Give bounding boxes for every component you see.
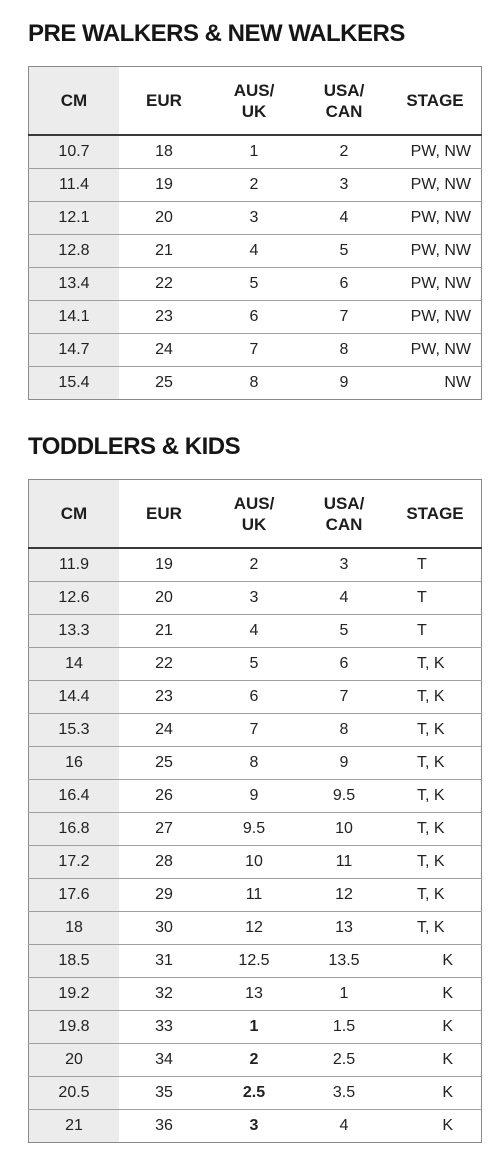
table-row bbox=[29, 978, 482, 1011]
cell-eur: 22 bbox=[119, 268, 209, 301]
table-row bbox=[29, 747, 482, 780]
cell-cm: 21 bbox=[29, 1110, 120, 1143]
cell-aus-uk: 9.5 bbox=[209, 813, 299, 846]
cell-cm: 11.9 bbox=[29, 548, 120, 582]
cell-usa-can: 1.5 bbox=[299, 1011, 389, 1044]
table-row bbox=[29, 879, 482, 912]
cell-cm: 19.2 bbox=[29, 978, 120, 1011]
table-row bbox=[29, 615, 482, 648]
cell-aus-uk: 2 bbox=[209, 169, 299, 202]
cell-cm: 14.4 bbox=[29, 681, 120, 714]
cell-usa-can: 6 bbox=[299, 648, 389, 681]
table-row bbox=[29, 945, 482, 978]
cell-aus-uk: 5 bbox=[209, 268, 299, 301]
cell-stage: PW, NW bbox=[389, 235, 482, 268]
cell-usa-can: 11 bbox=[299, 846, 389, 879]
cell-usa-can: 3 bbox=[299, 548, 389, 582]
cell-aus-uk: 13 bbox=[209, 978, 299, 1011]
table-row bbox=[29, 367, 482, 400]
cell-cm: 20.5 bbox=[29, 1077, 120, 1110]
cell-aus-uk: 5 bbox=[209, 648, 299, 681]
cell-aus-uk: 3 bbox=[209, 202, 299, 235]
cell-stage: PW, NW bbox=[389, 334, 482, 367]
cell-stage: T bbox=[389, 615, 482, 648]
cell-aus-uk: 4 bbox=[209, 235, 299, 268]
cell-aus-uk: 6 bbox=[209, 301, 299, 334]
cell-usa-can: 4 bbox=[299, 202, 389, 235]
cell-aus-uk: 12 bbox=[209, 912, 299, 945]
table-row bbox=[29, 1110, 482, 1143]
cell-eur: 25 bbox=[119, 747, 209, 780]
cell-stage: T, K bbox=[389, 714, 482, 747]
table-row bbox=[29, 912, 482, 945]
cell-stage: K bbox=[389, 978, 482, 1011]
cell-stage: NW bbox=[444, 374, 471, 391]
table-row bbox=[29, 235, 482, 268]
cell-eur: 19 bbox=[119, 548, 209, 582]
header-usa-can: USA/ CAN bbox=[299, 67, 389, 136]
header-stage: STAGE bbox=[389, 67, 482, 136]
header-cm: CM bbox=[29, 480, 120, 549]
cell-eur: 36 bbox=[155, 1117, 173, 1134]
table-header-row bbox=[29, 480, 482, 549]
cell-eur: 26 bbox=[119, 780, 209, 813]
cell-stage: K bbox=[389, 1077, 482, 1110]
cell-aus-uk: 12.5 bbox=[209, 945, 299, 978]
cell-usa-can: 7 bbox=[299, 301, 389, 334]
cell-usa-can: 6 bbox=[299, 268, 389, 301]
cell-eur: 31 bbox=[119, 945, 209, 978]
cell-stage: T, K bbox=[389, 747, 482, 780]
cell-usa-can: 5 bbox=[299, 615, 389, 648]
cell-usa-can: 5 bbox=[299, 235, 389, 268]
table-row bbox=[29, 1044, 482, 1077]
cell-usa-can: 3 bbox=[299, 169, 389, 202]
table-row bbox=[29, 846, 482, 879]
table-row bbox=[29, 548, 482, 582]
cell-cm: 16.8 bbox=[29, 813, 120, 846]
header-eur: EUR bbox=[119, 480, 209, 549]
table-row bbox=[29, 1011, 482, 1044]
cell-usa-can: 10 bbox=[299, 813, 389, 846]
cell-cm: 19.8 bbox=[29, 1011, 120, 1044]
header-eur: EUR bbox=[119, 67, 209, 136]
cell-usa-can: 8 bbox=[299, 714, 389, 747]
cell-cm: 15.3 bbox=[29, 714, 120, 747]
cell-stage: PW, NW bbox=[389, 169, 482, 202]
cell-stage: T, K bbox=[389, 813, 482, 846]
table-row bbox=[29, 681, 482, 714]
cell-usa-can: 12 bbox=[299, 879, 389, 912]
cell-cm: 16.4 bbox=[29, 780, 120, 813]
cell-stage: PW, NW bbox=[389, 301, 482, 334]
cell-cm: 17.6 bbox=[29, 879, 120, 912]
cell-aus-uk: 3 bbox=[209, 582, 299, 615]
table-row bbox=[29, 582, 482, 615]
toddlers-kids-title: TODDLERS & KIDS bbox=[28, 433, 241, 460]
cell-usa-can: 8 bbox=[299, 334, 389, 367]
cell-aus-uk: 2 bbox=[209, 548, 299, 582]
table-row bbox=[29, 813, 482, 846]
table-row bbox=[29, 135, 482, 169]
table-row bbox=[29, 301, 482, 334]
pre-walkers-size-table bbox=[28, 66, 482, 400]
cell-cm: 14.7 bbox=[29, 334, 120, 367]
cell-stage: T, K bbox=[389, 846, 482, 879]
cell-aus-uk: 4 bbox=[209, 615, 299, 648]
cell-eur: 35 bbox=[119, 1077, 209, 1110]
cell-eur: 20 bbox=[119, 582, 209, 615]
cell-usa-can: 4 bbox=[299, 582, 389, 615]
header-aus-uk: AUS/ UK bbox=[209, 480, 299, 549]
cell-stage: K bbox=[389, 1044, 482, 1077]
cell-cm: 14.1 bbox=[29, 301, 120, 334]
cell-stage: K bbox=[442, 1117, 453, 1134]
cell-eur: 24 bbox=[119, 334, 209, 367]
cell-cm: 17.2 bbox=[29, 846, 120, 879]
cell-cm: 11.4 bbox=[29, 169, 120, 202]
cell-stage: K bbox=[389, 1011, 482, 1044]
cell-aus-uk: 7 bbox=[209, 334, 299, 367]
cell-eur: 29 bbox=[119, 879, 209, 912]
cell-aus-uk: 9 bbox=[209, 780, 299, 813]
cell-usa-can: 3.5 bbox=[299, 1077, 389, 1110]
cell-aus-uk: 3 bbox=[249, 1117, 259, 1134]
header-usa-can: USA/ CAN bbox=[299, 480, 389, 549]
table-row bbox=[29, 334, 482, 367]
cell-eur: 22 bbox=[119, 648, 209, 681]
cell-eur: 34 bbox=[119, 1044, 209, 1077]
cell-eur: 32 bbox=[119, 978, 209, 1011]
cell-usa-can: 13.5 bbox=[299, 945, 389, 978]
cell-aus-uk: 8 bbox=[249, 374, 259, 391]
cell-aus-uk: 6 bbox=[209, 681, 299, 714]
pre-walkers-table-body bbox=[29, 135, 482, 400]
table-row bbox=[29, 1077, 482, 1110]
cell-stage: T bbox=[389, 582, 482, 615]
cell-cm: 16 bbox=[29, 747, 120, 780]
pre-walkers-title: PRE WALKERS & NEW WALKERS bbox=[28, 20, 405, 47]
cell-aus-uk: 1 bbox=[209, 1011, 299, 1044]
table-header-row bbox=[29, 67, 482, 136]
header-aus-uk: AUS/ UK bbox=[209, 67, 299, 136]
toddlers-kids-table-body bbox=[29, 548, 482, 1143]
cell-eur: 23 bbox=[119, 301, 209, 334]
table-row bbox=[29, 780, 482, 813]
cell-aus-uk: 8 bbox=[209, 747, 299, 780]
cell-usa-can: 9 bbox=[339, 374, 349, 391]
cell-stage: K bbox=[389, 945, 482, 978]
cell-aus-uk: 7 bbox=[209, 714, 299, 747]
cell-aus-uk: 2.5 bbox=[209, 1077, 299, 1110]
cell-eur: 28 bbox=[119, 846, 209, 879]
table-row bbox=[29, 648, 482, 681]
table-row bbox=[29, 268, 482, 301]
cell-stage: PW, NW bbox=[389, 268, 482, 301]
cell-usa-can: 4 bbox=[339, 1117, 349, 1134]
cell-cm: 15.4 bbox=[29, 367, 120, 400]
header-cm: CM bbox=[29, 67, 120, 136]
cell-stage: T, K bbox=[389, 912, 482, 945]
header-stage: STAGE bbox=[389, 480, 482, 549]
cell-aus-uk: 2 bbox=[209, 1044, 299, 1077]
cell-eur: 24 bbox=[119, 714, 209, 747]
cell-stage: T, K bbox=[389, 780, 482, 813]
cell-cm: 14 bbox=[29, 648, 120, 681]
cell-usa-can: 13 bbox=[299, 912, 389, 945]
cell-stage: T, K bbox=[389, 681, 482, 714]
cell-cm: 18.5 bbox=[29, 945, 120, 978]
cell-eur: 18 bbox=[119, 135, 209, 169]
cell-cm: 12.1 bbox=[29, 202, 120, 235]
cell-cm: 13.4 bbox=[29, 268, 120, 301]
cell-stage: T bbox=[389, 548, 482, 582]
cell-eur: 23 bbox=[119, 681, 209, 714]
table-row bbox=[29, 714, 482, 747]
cell-stage: T, K bbox=[389, 648, 482, 681]
cell-usa-can: 2.5 bbox=[299, 1044, 389, 1077]
cell-usa-can: 9 bbox=[299, 747, 389, 780]
cell-eur: 25 bbox=[155, 374, 173, 391]
cell-cm: 20 bbox=[29, 1044, 120, 1077]
cell-eur: 20 bbox=[119, 202, 209, 235]
cell-eur: 19 bbox=[119, 169, 209, 202]
cell-cm: 12.8 bbox=[29, 235, 120, 268]
cell-aus-uk: 1 bbox=[209, 135, 299, 169]
cell-eur: 33 bbox=[119, 1011, 209, 1044]
cell-aus-uk: 11 bbox=[209, 879, 299, 912]
cell-cm: 10.7 bbox=[29, 135, 120, 169]
cell-cm: 12.6 bbox=[29, 582, 120, 615]
table-row bbox=[29, 169, 482, 202]
cell-usa-can: 2 bbox=[299, 135, 389, 169]
cell-stage: T, K bbox=[389, 879, 482, 912]
cell-usa-can: 9.5 bbox=[299, 780, 389, 813]
cell-aus-uk: 10 bbox=[209, 846, 299, 879]
cell-eur: 21 bbox=[119, 235, 209, 268]
cell-eur: 30 bbox=[119, 912, 209, 945]
cell-eur: 27 bbox=[119, 813, 209, 846]
cell-cm: 13.3 bbox=[29, 615, 120, 648]
cell-usa-can: 7 bbox=[299, 681, 389, 714]
table-row bbox=[29, 202, 482, 235]
cell-stage: PW, NW bbox=[389, 202, 482, 235]
toddlers-kids-size-table bbox=[28, 479, 482, 1143]
cell-cm: 18 bbox=[29, 912, 120, 945]
cell-eur: 21 bbox=[119, 615, 209, 648]
cell-stage: PW, NW bbox=[389, 135, 482, 169]
cell-usa-can: 1 bbox=[299, 978, 389, 1011]
